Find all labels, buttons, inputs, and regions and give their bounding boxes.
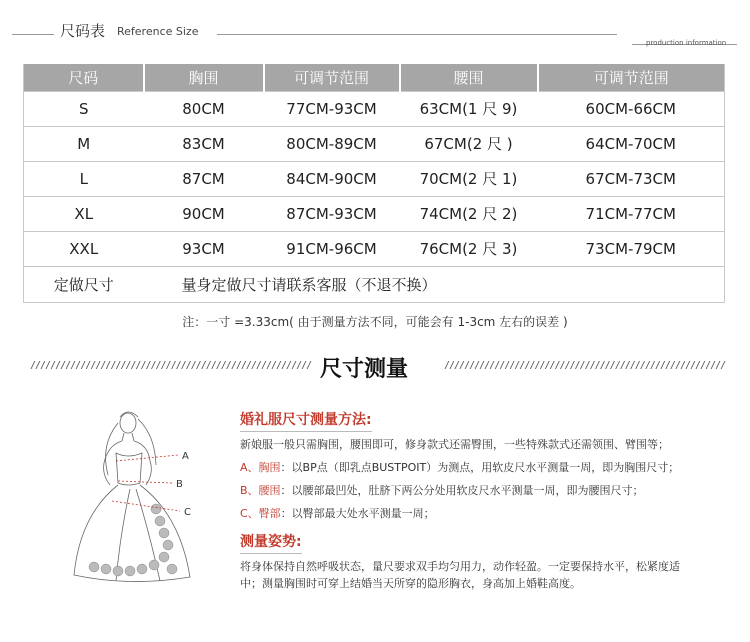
method-item-text: ：以BP点（即乳点BUSTPOIT）为测点，用软皮尺水平测量一周，即为胸围尺寸； [280, 461, 680, 474]
table-row [24, 231, 725, 266]
cell-size: XL [24, 196, 144, 231]
measurement-section-header [0, 352, 750, 386]
rose [151, 504, 161, 514]
custom-size-row [24, 266, 725, 302]
cell-waist-range: 64CM-70CM [538, 126, 725, 161]
hip-measure-line [112, 501, 180, 511]
cell-waist: 76CM(2 尺 3) [400, 231, 538, 266]
veil-right [138, 419, 156, 465]
custom-size-text: 量身定做尺寸请联系客服（不退不换） [144, 266, 725, 302]
rose [155, 516, 165, 526]
rose [113, 566, 123, 576]
rose [125, 566, 135, 576]
cell-size: XXL [24, 231, 144, 266]
measurement-section-title: 尺寸测量 [320, 356, 409, 382]
table-header-row [24, 64, 725, 91]
cell-bust: 80CM [144, 91, 264, 126]
decorative-slashes-right: //////////////////////////////////////////////////////// [444, 360, 726, 371]
unit-note: 注：一寸 =3.33cm( 由于测量方法不同，可能会有 1-3cm 左右的误差 ) [182, 315, 568, 329]
method-title: 婚礼服尺寸测量方法: [240, 412, 372, 432]
method-item-text: ：以臀部最大处水平测量一周； [280, 507, 435, 520]
cell-waist: 63CM(1 尺 9) [400, 91, 538, 126]
cell-bust-range: 84CM-90CM [264, 161, 400, 196]
rose [159, 528, 169, 538]
custom-size-label: 定做尺寸 [24, 266, 144, 302]
rose [163, 540, 173, 550]
size-table [23, 64, 725, 303]
veil-left [106, 423, 118, 475]
size-chart-header [0, 14, 750, 54]
right-arm [134, 441, 151, 485]
label-a: A [182, 451, 189, 462]
cell-waist: 74CM(2 尺 2) [400, 196, 538, 231]
cell-bust: 90CM [144, 196, 264, 231]
table-row [24, 161, 725, 196]
label-c: C [184, 507, 191, 518]
rose [167, 564, 177, 574]
rose-decorations [89, 504, 177, 576]
method-item-hip [240, 505, 710, 522]
rose [89, 562, 99, 572]
table-row [24, 196, 725, 231]
table-row [24, 91, 725, 126]
col-header-bust-range: 可调节范围 [264, 64, 400, 91]
cell-size: L [24, 161, 144, 196]
method-item-bust [240, 459, 710, 476]
method-item-label: C、臀部 [240, 507, 281, 520]
cell-size: M [24, 126, 144, 161]
header-line-left [12, 34, 54, 35]
method-item-label: B、腰围 [240, 484, 281, 497]
rose [137, 564, 147, 574]
rose [149, 560, 159, 570]
cell-bust-range: 87CM-93CM [264, 196, 400, 231]
method-item-label: A、胸围 [240, 461, 281, 474]
cell-bust: 93CM [144, 231, 264, 266]
head [120, 413, 136, 433]
cell-waist: 67CM(2 尺 ) [400, 126, 538, 161]
posture-text: 将身体保持自然呼吸状态，量尺要求双手均匀用力，动作轻盈。一定要保持水平，松紧度适中；测量胸围时可穿上结婚当天所穿的隐形胸衣，身高加上婚鞋高度。 [240, 560, 680, 590]
cell-bust: 83CM [144, 126, 264, 161]
col-header-bust: 胸围 [144, 64, 264, 91]
cell-waist-range: 67CM-73CM [538, 161, 725, 196]
cell-bust-range: 77CM-93CM [264, 91, 400, 126]
col-header-size: 尺码 [24, 64, 144, 91]
cell-size: S [24, 91, 144, 126]
wedding-dress-illustration [60, 405, 230, 590]
col-header-waist: 腰围 [400, 64, 538, 91]
cell-waist-range: 71CM-77CM [538, 196, 725, 231]
cell-bust-range: 91CM-96CM [264, 231, 400, 266]
decorative-slashes-left: //////////////////////////////////////////////////////// [30, 360, 312, 371]
measurement-info [240, 412, 710, 592]
size-chart-subtitle: Reference Size [117, 25, 199, 38]
production-info: production information [646, 39, 727, 47]
label-b: B [176, 479, 183, 490]
method-item-waist [240, 482, 710, 499]
table-row [24, 126, 725, 161]
bodice [116, 453, 142, 485]
cell-bust-range: 80CM-89CM [264, 126, 400, 161]
cell-waist-range: 73CM-79CM [538, 231, 725, 266]
cell-bust: 87CM [144, 161, 264, 196]
col-header-waist-range: 可调节范围 [538, 64, 725, 91]
cell-waist-range: 60CM-66CM [538, 91, 725, 126]
method-intro: 新娘服一般只需胸围，腰围即可，修身款式还需臀围，一些特殊款式还需领围、臂围等； [240, 438, 669, 451]
rose [101, 564, 111, 574]
size-chart-title: 尺码表 [60, 22, 106, 40]
rose [159, 552, 169, 562]
method-item-text: ：以腰部最凹处，肚脐下两公分处用软皮尺水平测量一周，即为腰围尺寸； [280, 484, 644, 497]
waist-measure-line [118, 481, 172, 483]
header-line-right [217, 34, 617, 35]
posture-title: 测量姿势: [240, 534, 302, 554]
cell-waist: 70CM(2 尺 1) [400, 161, 538, 196]
